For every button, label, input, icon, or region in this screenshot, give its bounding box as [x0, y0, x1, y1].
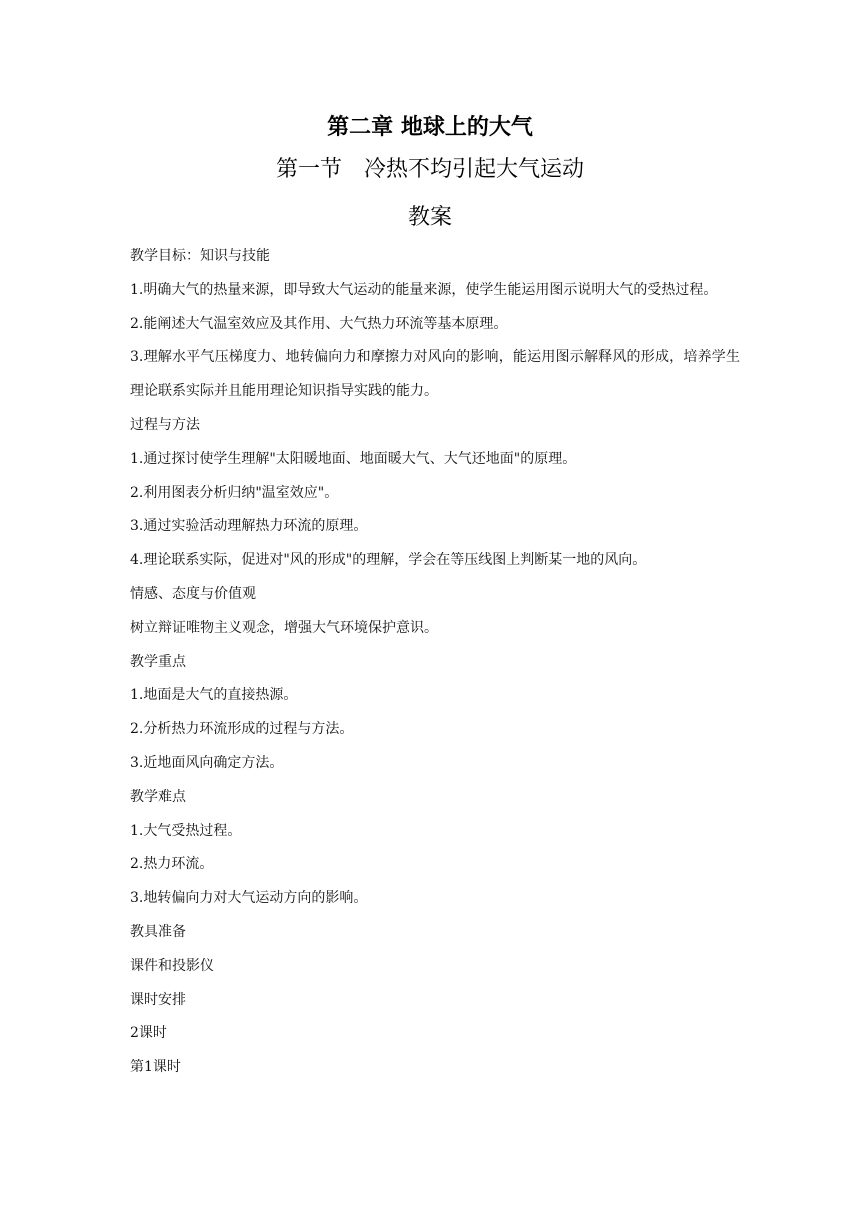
heading-schedule: 课时安排 — [130, 991, 186, 1008]
heading-teaching-objectives: 教学目标：知识与技能 — [130, 248, 270, 264]
heading-process-methods: 过程与方法 — [130, 416, 200, 433]
heading-attitude-values: 情感、态度与价值观 — [130, 585, 256, 602]
process-item-2: 2.利用图表分析归纳"温室效应"。 — [130, 484, 339, 501]
document-body — [130, 240, 740, 1085]
chapter-title: 第二章 地球上的大气 — [327, 115, 533, 140]
difficulty-item-1: 1.大气受热过程。 — [130, 822, 242, 839]
objective-item-3: 3.理解水平气压梯度力、地转偏向力和摩擦力对风向的影响，能运用图示解释风的形成，培养学生理论联系实际并且能用理论知识指导实践的能力。 — [130, 349, 740, 400]
process-item-3: 3.通过实验活动理解热力环流的原理。 — [130, 518, 368, 535]
doc-type-title: 教案 — [407, 205, 452, 230]
key-point-item-2: 2.分析热力环流形成的过程与方法。 — [130, 721, 354, 738]
section-title: 第一节 冷热不均引起大气运动 — [275, 157, 584, 182]
difficulty-item-2: 2.热力环流。 — [130, 856, 214, 873]
schedule-item: 2课时 — [130, 1025, 167, 1042]
heading-teaching-aids: 教具准备 — [130, 923, 186, 940]
lesson-one-label: 第1课时 — [130, 1059, 181, 1076]
difficulty-item-3: 3.地转偏向力对大气运动方向的影响。 — [130, 890, 368, 907]
objective-item-2: 2.能阐述大气温室效应及其作用、大气热力环流等基本原理。 — [130, 315, 508, 332]
heading-difficulties: 教学难点 — [130, 788, 186, 805]
process-item-1: 1.通过探讨使学生理解"太阳暖地面、地面暖大气、大气还地面"的原理。 — [130, 450, 577, 467]
process-item-4: 4.理论联系实际，促进对"风的形成"的理解，学会在等压线图上判断某一地的风向。 — [130, 552, 647, 569]
heading-key-points: 教学重点 — [130, 653, 186, 670]
key-point-item-1: 1.地面是大气的直接热源。 — [130, 687, 298, 704]
teaching-aids-item: 课件和投影仪 — [130, 957, 214, 974]
key-point-item-3: 3.近地面风向确定方法。 — [130, 754, 284, 771]
objective-item-1: 1.明确大气的热量来源，即导致大气运动的能量来源，使学生能运用图示说明大气的受热过程。 — [130, 281, 718, 298]
attitude-item: 树立辩证唯物主义观念，增强大气环境保护意识。 — [130, 619, 438, 636]
